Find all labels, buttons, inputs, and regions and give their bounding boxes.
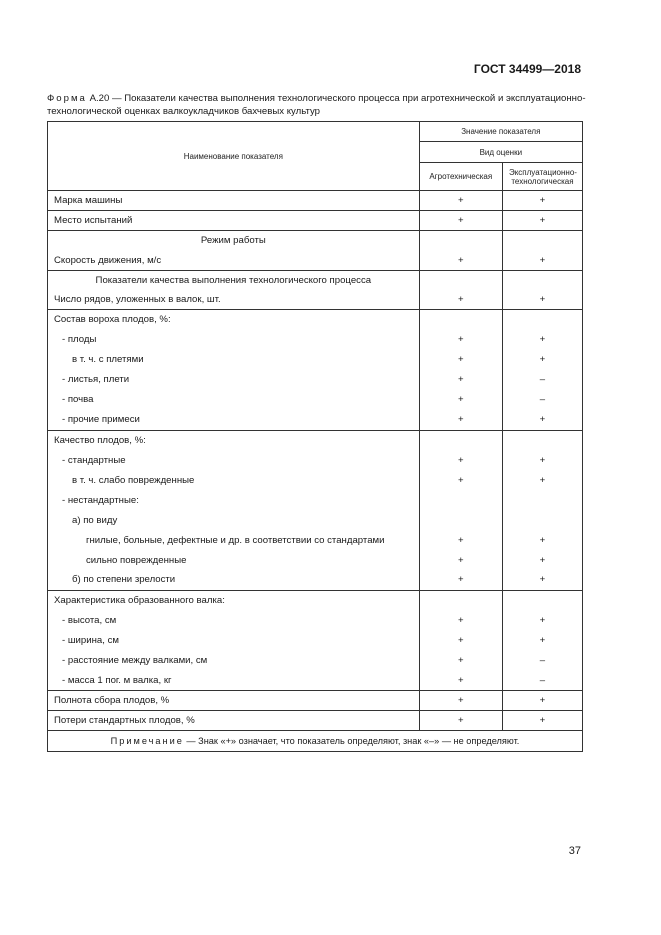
- operational-mark: +: [502, 409, 582, 430]
- row-label: - высота, см: [48, 610, 420, 631]
- table-row: [48, 490, 583, 511]
- table-row: [48, 290, 583, 310]
- agrotechnical-mark: +: [419, 369, 502, 390]
- table-row: [48, 430, 583, 450]
- operational-mark: +: [502, 530, 582, 551]
- agrotechnical-mark: +: [419, 211, 502, 231]
- operational-mark: [502, 490, 582, 511]
- operational-mark: +: [502, 570, 582, 591]
- table-row: [48, 610, 583, 631]
- row-label: - нестандартные:: [48, 490, 420, 511]
- agrotechnical-mark: +: [419, 409, 502, 430]
- operational-mark: –: [502, 650, 582, 671]
- row-label: Состав вороха плодов, %:: [48, 310, 420, 330]
- agrotechnical-mark: +: [419, 350, 502, 369]
- document-standard-number: ГОСТ 34499—2018: [473, 62, 581, 76]
- row-label: - листья, плети: [48, 369, 420, 390]
- row-label: - плоды: [48, 329, 420, 350]
- operational-mark: –: [502, 369, 582, 390]
- agrotechnical-mark: +: [419, 691, 502, 711]
- table-row: [48, 591, 583, 611]
- operational-mark: +: [502, 551, 582, 570]
- operational-mark: [502, 511, 582, 530]
- agrotechnical-mark: [419, 511, 502, 530]
- operational-mark: +: [502, 251, 582, 271]
- table-row: [48, 390, 583, 409]
- operational-mark: +: [502, 711, 582, 731]
- row-label: а) по виду: [48, 511, 420, 530]
- page-number: 37: [568, 845, 581, 857]
- row-label: Число рядов, уложенных в валок, шт.: [48, 290, 420, 310]
- operational-mark: +: [502, 191, 582, 211]
- table-row: [48, 551, 583, 570]
- operational-mark: +: [502, 450, 582, 471]
- operational-mark: +: [502, 329, 582, 350]
- table-row: [48, 631, 583, 650]
- operational-mark: [502, 271, 582, 291]
- row-label: Характеристика образованного валка:: [48, 591, 420, 611]
- row-label: гнилые, больные, дефектные и др. в соответствии со стандартами: [48, 530, 420, 551]
- row-label: в т. ч. слабо поврежденные: [48, 471, 420, 490]
- table-row: [48, 409, 583, 430]
- operational-mark: [502, 430, 582, 450]
- operational-mark: +: [502, 211, 582, 231]
- agrotechnical-mark: [419, 271, 502, 291]
- header-indicator-value: Значение показателя: [419, 122, 582, 142]
- table-row: [48, 310, 583, 330]
- operational-mark: +: [502, 631, 582, 650]
- operational-mark: +: [502, 290, 582, 310]
- table-row: [48, 329, 583, 350]
- table-row: [48, 191, 583, 211]
- agrotechnical-mark: +: [419, 191, 502, 211]
- header-operational: Эксплуатационно-технологическая: [502, 163, 582, 191]
- header-agrotechnical: Агротехническая: [419, 163, 502, 191]
- row-label: Качество плодов, %:: [48, 430, 420, 450]
- row-label: Показатели качества выполнения технологического процесса: [48, 271, 420, 291]
- agrotechnical-mark: +: [419, 631, 502, 650]
- table-row: [48, 350, 583, 369]
- table-row: [48, 511, 583, 530]
- row-label: - масса 1 пог. м валка, кг: [48, 671, 420, 691]
- table-row: [48, 691, 583, 711]
- agrotechnical-mark: [419, 591, 502, 611]
- table-body: [48, 191, 583, 731]
- agrotechnical-mark: +: [419, 251, 502, 271]
- note-text: — Знак «+» означает, что показатель определяют, знак «–» — не определяют.: [183, 736, 520, 746]
- agrotechnical-mark: +: [419, 530, 502, 551]
- operational-mark: +: [502, 350, 582, 369]
- agrotechnical-mark: [419, 430, 502, 450]
- header-indicator-name: Наименование показателя: [48, 122, 420, 191]
- table-row: [48, 231, 583, 251]
- operational-mark: +: [502, 691, 582, 711]
- row-label: - прочие примеси: [48, 409, 420, 430]
- operational-mark: –: [502, 390, 582, 409]
- row-label: - ширина, см: [48, 631, 420, 650]
- form-word: Форма: [47, 93, 87, 104]
- table-row: [48, 251, 583, 271]
- agrotechnical-mark: +: [419, 329, 502, 350]
- table-row: [48, 471, 583, 490]
- agrotechnical-mark: +: [419, 290, 502, 310]
- row-label: б) по степени зрелости: [48, 570, 420, 591]
- operational-mark: [502, 231, 582, 251]
- table-row: [48, 211, 583, 231]
- row-label: Место испытаний: [48, 211, 420, 231]
- header-evaluation-type: Вид оценки: [419, 142, 582, 163]
- form-caption: [47, 92, 587, 118]
- operational-mark: +: [502, 610, 582, 631]
- agrotechnical-mark: [419, 310, 502, 330]
- table-row: [48, 650, 583, 671]
- form-caption-text: А.20 — Показатели качества выполнения технологического процесса при агротехнической и эксплуатационно-технологической оценках валкоукладчиков бахчевых культур: [47, 93, 586, 117]
- row-label: в т. ч. с плетями: [48, 350, 420, 369]
- agrotechnical-mark: +: [419, 450, 502, 471]
- table-row: [48, 369, 583, 390]
- row-label: Марка машины: [48, 191, 420, 211]
- table-row: [48, 271, 583, 291]
- row-label: - почва: [48, 390, 420, 409]
- agrotechnical-mark: +: [419, 671, 502, 691]
- operational-mark: [502, 310, 582, 330]
- agrotechnical-mark: +: [419, 471, 502, 490]
- row-label: Полнота сбора плодов, %: [48, 691, 420, 711]
- agrotechnical-mark: [419, 231, 502, 251]
- row-label: сильно поврежденные: [48, 551, 420, 570]
- row-label: Скорость движения, м/с: [48, 251, 420, 271]
- operational-mark: +: [502, 471, 582, 490]
- agrotechnical-mark: +: [419, 570, 502, 591]
- table-row: [48, 450, 583, 471]
- table-note: [48, 731, 583, 752]
- agrotechnical-mark: +: [419, 610, 502, 631]
- indicators-table: [47, 121, 583, 752]
- agrotechnical-mark: +: [419, 551, 502, 570]
- row-label: - стандартные: [48, 450, 420, 471]
- table-row: [48, 570, 583, 591]
- row-label: Потери стандартных плодов, %: [48, 711, 420, 731]
- table-row: [48, 711, 583, 731]
- operational-mark: –: [502, 671, 582, 691]
- agrotechnical-mark: +: [419, 650, 502, 671]
- row-label: - расстояние между валками, см: [48, 650, 420, 671]
- agrotechnical-mark: +: [419, 711, 502, 731]
- table-row: [48, 671, 583, 691]
- agrotechnical-mark: [419, 490, 502, 511]
- note-word: Примечание: [110, 736, 184, 746]
- row-label: Режим работы: [48, 231, 420, 251]
- operational-mark: [502, 591, 582, 611]
- agrotechnical-mark: +: [419, 390, 502, 409]
- table-row: [48, 530, 583, 551]
